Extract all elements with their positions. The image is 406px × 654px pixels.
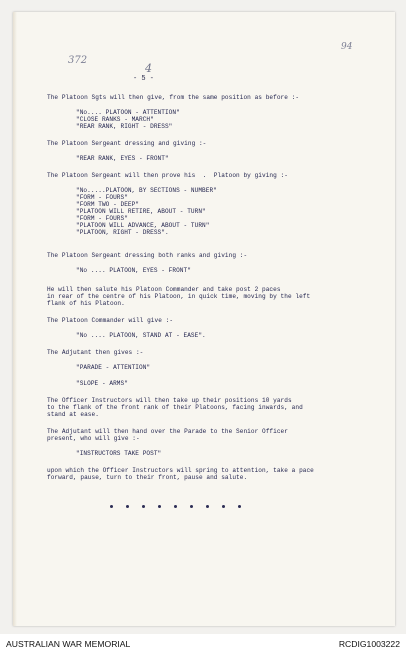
paragraph-line: The Officer Instructors will then take up their positions 10 yards — [47, 397, 292, 404]
command-line: "INSTRUCTORS TAKE POST" — [76, 450, 162, 457]
command-line: "REAR RANK, RIGHT - DRESS" — [76, 123, 173, 130]
separator-dot — [190, 505, 193, 508]
separator-dot — [238, 505, 241, 508]
command-line: "FORM - FOURS" — [76, 194, 128, 201]
handwritten-page-number: 4 — [145, 62, 152, 75]
separator-dot — [110, 505, 113, 508]
paragraph-line: The Adjutant will then hand over the Parade to the Senior Officer — [47, 428, 288, 435]
separator-dot — [174, 505, 177, 508]
paragraph-line: upon which the Officer Instructors will spring to attention, take a pace — [47, 467, 314, 474]
pencil-number: 372 — [68, 55, 88, 66]
paragraph-line: stand at ease. — [47, 411, 99, 418]
command-line: "FORM TWO - DEEP" — [76, 201, 140, 208]
footer-record-id: RCDIG1003222 — [338, 639, 400, 649]
separator-dots — [110, 505, 241, 508]
command-line: "PARADE - ATTENTION" — [76, 364, 151, 371]
document-page — [13, 12, 395, 626]
paragraph-line: The Platoon Sgts will then give, from the same position as before :- — [47, 94, 300, 101]
command-line: "REAR RANK, EYES - FRONT" — [76, 155, 169, 162]
footer-institution: AUSTRALIAN WAR MEMORIAL — [6, 639, 131, 649]
paragraph-line: in rear of the centre of his Platoon, in quick time, moving by the left — [47, 293, 311, 300]
command-line: "SLOPE - ARMS" — [76, 380, 128, 387]
command-line: "CLOSE RANKS - MARCH" — [76, 116, 154, 123]
paragraph-line: The Platoon Sergeant dressing and giving :- — [47, 140, 207, 147]
command-line: "FORM - FOURS" — [76, 215, 128, 222]
pencil-folio: 94 — [341, 42, 353, 52]
separator-dot — [206, 505, 209, 508]
paragraph-line: The Platoon Sergeant will then prove his . Platoon by giving :- — [47, 172, 288, 179]
paragraph-line: present, who will give :- — [47, 435, 140, 442]
separator-dot — [222, 505, 225, 508]
command-line: "PLATOON WILL ADVANCE, ABOUT - TURN" — [76, 222, 210, 229]
separator-dot — [158, 505, 161, 508]
command-line: "PLATOON, RIGHT - DRESS". — [76, 229, 169, 236]
paragraph-line: forward, pause, turn to their front, pause and salute. — [47, 474, 248, 481]
paragraph-line: He will then salute his Platoon Commander and take post 2 paces — [47, 286, 281, 293]
command-line: "No .... PLATOON, STAND AT - EASE". — [76, 332, 206, 339]
separator-dot — [126, 505, 129, 508]
paragraph-line: The Platoon Sergeant dressing both ranks and giving :- — [47, 252, 248, 259]
command-line: "No.... PLATOON - ATTENTION" — [76, 109, 180, 116]
command-line: "No .... PLATOON, EYES - FRONT" — [76, 267, 191, 274]
paragraph-line: to the flank of the front rank of their Platoons, facing inwards, and — [47, 404, 303, 411]
typed-page-number: - 5 - — [133, 75, 155, 83]
paragraph-line: flank of his Platoon. — [47, 300, 125, 307]
command-line: "No.....PLATOON, BY SECTIONS - NUMBER" — [76, 187, 217, 194]
paragraph-line: The Adjutant then gives :- — [47, 349, 144, 356]
separator-dot — [142, 505, 145, 508]
paragraph-line: The Platoon Commander will give :- — [47, 317, 174, 324]
command-line: "PLATOON WILL RETIRE, ABOUT - TURN" — [76, 208, 206, 215]
